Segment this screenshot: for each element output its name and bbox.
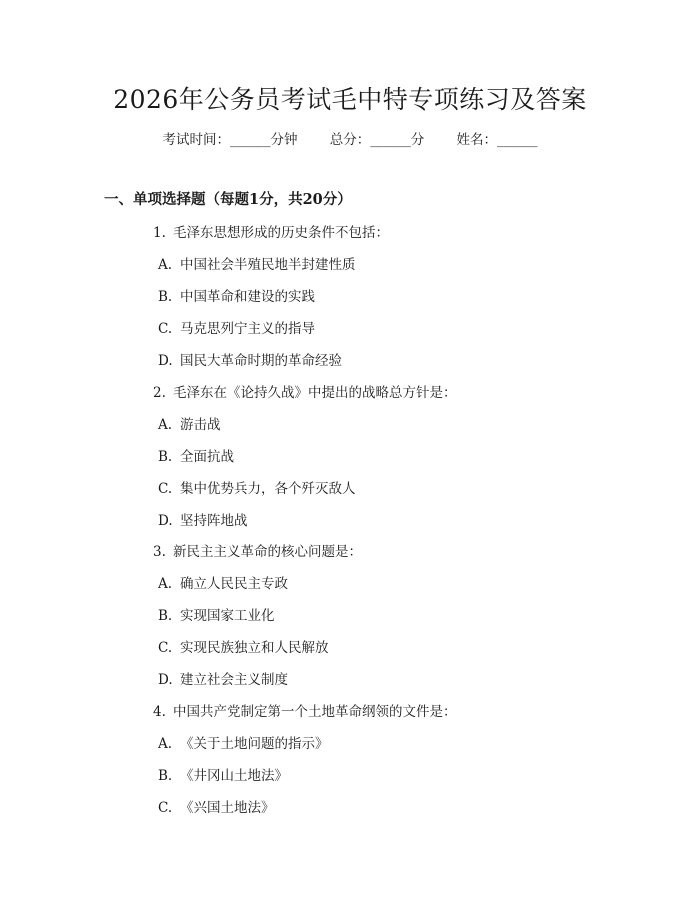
option-letter: B. bbox=[158, 608, 173, 624]
question-4 bbox=[153, 701, 457, 723]
option-text: 实现民族独立和人民解放 bbox=[180, 640, 329, 656]
section-heading: 一、单项选择题（每题1分，共20分） bbox=[104, 191, 352, 208]
question-3-option-b bbox=[158, 605, 275, 627]
question-1-option-a bbox=[158, 254, 356, 276]
option-text: 《井冈山土地法》 bbox=[180, 768, 288, 784]
question-number: 4. bbox=[153, 704, 166, 720]
option-text: 全面抗战 bbox=[180, 449, 234, 465]
question-3-option-a bbox=[158, 573, 288, 595]
question-number: 3. bbox=[153, 544, 166, 560]
question-1-option-d bbox=[158, 350, 342, 372]
option-text: 集中优势兵力，各个歼灭敌人 bbox=[180, 481, 356, 497]
question-number: 1. bbox=[153, 225, 166, 241]
question-text: 毛泽东思想形成的历史条件不包括： bbox=[173, 225, 389, 241]
question-2-option-c bbox=[158, 478, 356, 500]
question-2-option-b bbox=[158, 446, 234, 468]
total-score-field: 总分：______分 bbox=[329, 132, 425, 148]
option-letter: B. bbox=[158, 768, 173, 784]
option-text: 中国社会半殖民地半封建性质 bbox=[180, 257, 356, 273]
option-letter: A. bbox=[158, 257, 173, 273]
question-text: 新民主主义革命的核心问题是： bbox=[173, 544, 362, 560]
question-3-option-c bbox=[158, 637, 329, 659]
question-text: 中国共产党制定第一个土地革命纲领的文件是： bbox=[173, 704, 457, 720]
question-2 bbox=[153, 382, 457, 404]
page-title: 2026年公务员考试毛中特专项练习及答案 bbox=[113, 85, 587, 114]
question-4-option-c bbox=[158, 797, 275, 819]
option-letter: D. bbox=[158, 353, 173, 369]
question-2-option-a bbox=[158, 414, 221, 436]
option-text: 国民大革命时期的革命经验 bbox=[180, 353, 342, 369]
question-3 bbox=[153, 541, 362, 563]
exam-info-line bbox=[0, 129, 700, 151]
option-letter: C. bbox=[158, 640, 173, 656]
option-text: 《关于土地问题的指示》 bbox=[180, 736, 329, 752]
option-letter: C. bbox=[158, 800, 173, 816]
option-letter: B. bbox=[158, 289, 173, 305]
option-letter: D. bbox=[158, 513, 173, 529]
option-letter: A. bbox=[158, 576, 173, 592]
exam-time-field: 考试时间：______分钟 bbox=[162, 132, 298, 148]
option-letter: D. bbox=[158, 672, 173, 688]
option-letter: A. bbox=[158, 736, 173, 752]
name-field: 姓名：______ bbox=[456, 132, 538, 148]
question-number: 2. bbox=[153, 385, 166, 401]
option-letter: B. bbox=[158, 449, 173, 465]
question-3-option-d bbox=[158, 669, 288, 691]
option-text: 实现国家工业化 bbox=[180, 608, 275, 624]
option-text: 马克思列宁主义的指导 bbox=[180, 321, 315, 337]
option-text: 坚持阵地战 bbox=[180, 513, 248, 529]
option-text: 游击战 bbox=[180, 417, 221, 433]
question-1-option-b bbox=[158, 286, 315, 308]
question-4-option-a bbox=[158, 733, 329, 755]
question-2-option-d bbox=[158, 510, 248, 532]
question-text: 毛泽东在《论持久战》中提出的战略总方针是： bbox=[173, 385, 457, 401]
question-1-option-c bbox=[158, 318, 315, 340]
option-letter: C. bbox=[158, 481, 173, 497]
option-text: 《兴国土地法》 bbox=[180, 800, 275, 816]
question-1 bbox=[153, 222, 389, 244]
option-text: 确立人民民主专政 bbox=[180, 576, 288, 592]
option-letter: A. bbox=[158, 417, 173, 433]
option-letter: C. bbox=[158, 321, 173, 337]
question-4-option-b bbox=[158, 765, 288, 787]
option-text: 中国革命和建设的实践 bbox=[180, 289, 315, 305]
option-text: 建立社会主义制度 bbox=[180, 672, 288, 688]
